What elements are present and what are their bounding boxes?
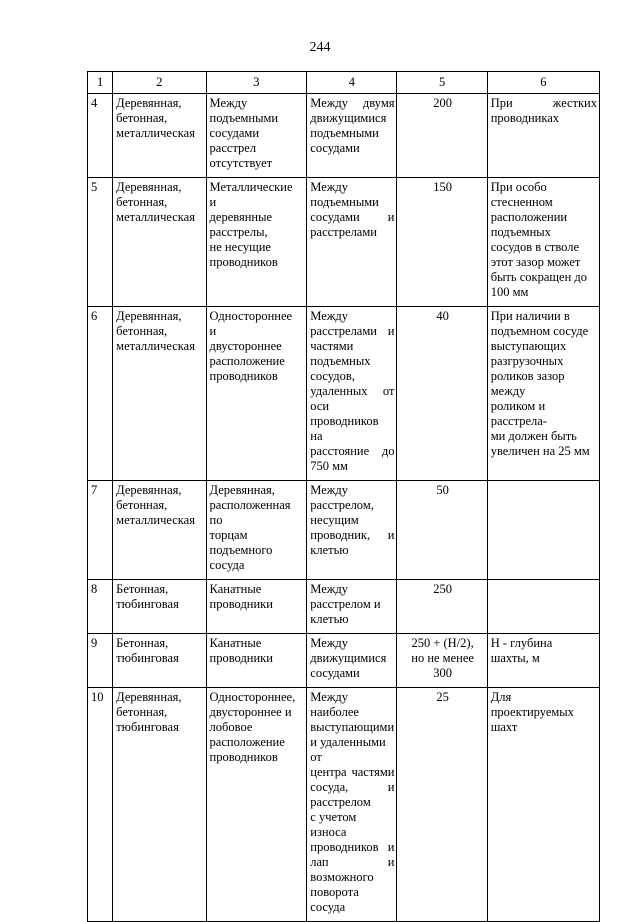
- cell-text-line: тюбинговая: [116, 651, 179, 665]
- cell-text-line: по: [209, 513, 223, 527]
- header-cell: 2: [113, 72, 206, 94]
- cell-text-line: роликов зазор: [490, 369, 565, 383]
- clearance-value-cell: [397, 307, 487, 481]
- clearance-value-cell: [397, 634, 487, 688]
- row-number-cell: 9: [88, 634, 113, 688]
- table-row: [88, 178, 600, 307]
- cell-text-line: расположение: [209, 354, 285, 368]
- cell-text-line: металлическая: [116, 210, 195, 224]
- cell-text-line: Между: [310, 309, 349, 323]
- cell-text-line: центра частями: [310, 765, 395, 779]
- shaft-lining-cell: [113, 307, 206, 481]
- cell-text-line: торцам: [209, 528, 248, 542]
- cell-text-line: Деревянная,: [116, 690, 182, 704]
- cell-text-line: возможного: [310, 870, 374, 884]
- guide-type-cell: [206, 634, 307, 688]
- cell-text-line: подъемного: [209, 543, 273, 557]
- header-cell: 6: [487, 72, 599, 94]
- cell-text-line: между: [490, 384, 526, 398]
- cell-text-line: на: [310, 429, 323, 443]
- cell-text-line: оси: [310, 399, 330, 413]
- cell-text-line: сосуда, и: [310, 780, 395, 794]
- cell-text-line: шахты, м: [490, 651, 540, 665]
- cell-text-line: При жестких: [490, 96, 597, 110]
- cell-text-line: Деревянная,: [116, 483, 182, 497]
- cell-text-line: расстояние до: [310, 444, 395, 458]
- clearance-value-cell: [397, 481, 487, 580]
- cell-text-line: расстрелом: [310, 795, 371, 809]
- cell-text-line: ми должен быть: [490, 429, 577, 443]
- cell-text-line: 200: [433, 96, 452, 110]
- cell-text-line: расположение: [209, 735, 285, 749]
- cell-text-line: сосудами и: [310, 210, 395, 224]
- row-number-cell: 7: [88, 481, 113, 580]
- shaft-lining-cell: [113, 178, 206, 307]
- cell-text-line: двустороннее: [209, 339, 282, 353]
- cell-text-line: Деревянная,: [116, 180, 182, 194]
- cell-text-line: проектируемых: [490, 705, 574, 719]
- clearance-value-cell: [397, 688, 487, 922]
- cell-text-line: расстрелом и: [310, 597, 381, 611]
- shaft-lining-cell: [113, 94, 206, 178]
- cell-text-line: Канатные: [209, 636, 262, 650]
- clearance-value-cell: [397, 580, 487, 634]
- row-number-cell: 6: [88, 307, 113, 481]
- cell-text-line: и: [209, 324, 217, 338]
- cell-text-line: Бетонная,: [116, 636, 169, 650]
- guide-type-cell: [206, 688, 307, 922]
- cell-text-line: расстрел: [209, 141, 257, 155]
- cell-text-line: Между: [209, 96, 248, 110]
- cell-text-line: движущимися: [310, 111, 387, 125]
- table-row: [88, 94, 600, 178]
- cell-text-line: При особо: [490, 180, 547, 194]
- guide-type-cell: [206, 94, 307, 178]
- cell-text-line: Деревянная,: [209, 483, 275, 497]
- guide-type-cell: [206, 481, 307, 580]
- cell-text-line: сосудов,: [310, 369, 355, 383]
- cell-text-line: расстрелами и: [310, 324, 395, 338]
- cell-text-line: 150: [433, 180, 452, 194]
- row-number-cell: 10: [88, 688, 113, 922]
- cell-text-line: увеличен на 25 мм: [490, 444, 590, 458]
- cell-text-line: Между: [310, 483, 349, 497]
- cell-text-line: проводников: [310, 414, 379, 428]
- cell-text-line: сосудов в стволе: [490, 240, 580, 254]
- cell-text-line: подъемными: [209, 111, 279, 125]
- cell-text-line: расположении: [490, 210, 568, 224]
- cell-text-line: подъемном сосуде: [490, 324, 589, 338]
- clearance-location-cell: [307, 634, 397, 688]
- table-row: [88, 580, 600, 634]
- cell-text-line: Одностороннее: [209, 309, 293, 323]
- cell-text-line: проводников: [209, 750, 278, 764]
- cell-text-line: проводниках: [490, 111, 560, 125]
- cell-text-line: выступающими: [310, 720, 395, 734]
- clearance-location-cell: [307, 580, 397, 634]
- cell-text-line: сосуда: [209, 558, 245, 572]
- cell-text-line: подъемными: [310, 195, 379, 209]
- row-number-cell: 4: [88, 94, 113, 178]
- clearance-location-cell: [307, 178, 397, 307]
- cell-text-line: Для: [490, 690, 512, 704]
- cell-text-line: шахт: [490, 720, 518, 734]
- table-row: [88, 481, 600, 580]
- table-row: [88, 307, 600, 481]
- cell-text-line: клетью: [310, 612, 349, 626]
- cell-text-line: подъемных: [490, 225, 551, 239]
- cell-text-line: стесненном: [490, 195, 553, 209]
- header-cell: 3: [206, 72, 307, 94]
- table-row: [88, 634, 600, 688]
- guide-type-cell: [206, 580, 307, 634]
- cell-text-line: При наличии в: [490, 309, 570, 323]
- cell-text-line: лап и: [310, 855, 395, 869]
- cell-text-line: Деревянная,: [116, 309, 182, 323]
- cell-text-line: этот зазор может: [490, 255, 581, 269]
- cell-text-line: расстрела-: [490, 414, 547, 428]
- cell-text-line: проводников и: [310, 840, 395, 854]
- cell-text-line: бетонная,: [116, 705, 168, 719]
- cell-text-line: металлическая: [116, 339, 195, 353]
- cell-text-line: Деревянная,: [116, 96, 182, 110]
- cell-text-line: подъемными: [310, 126, 379, 140]
- cell-text-line: но не менее: [411, 651, 474, 665]
- page-number: 244: [309, 40, 331, 55]
- clearance-location-cell: [307, 307, 397, 481]
- cell-text-line: удаленных от: [310, 384, 395, 398]
- cell-text-line: Между наиболее: [310, 690, 359, 719]
- cell-text-line: двустороннее и: [209, 705, 292, 719]
- note-cell: [487, 688, 599, 922]
- guide-type-cell: [206, 307, 307, 481]
- header-cell: 4: [307, 72, 397, 94]
- table-row: [88, 688, 600, 922]
- cell-text-line: бетонная,: [116, 195, 168, 209]
- cell-text-line: Бетонная,: [116, 582, 169, 596]
- cell-text-line: бетонная,: [116, 324, 168, 338]
- cell-text-line: поворота сосуда: [310, 885, 359, 914]
- cell-text-line: несущим: [310, 513, 359, 527]
- note-cell: [487, 481, 599, 580]
- guide-type-cell: [206, 178, 307, 307]
- cell-text-line: Металлические: [209, 180, 293, 194]
- cell-text-line: Между: [310, 180, 349, 194]
- row-number-cell: 5: [88, 178, 113, 307]
- shaft-lining-cell: [113, 580, 206, 634]
- note-cell: [487, 307, 599, 481]
- cell-text-line: и удаленными от: [310, 735, 386, 764]
- cell-text-line: Между: [310, 636, 349, 650]
- cell-text-line: Между: [310, 582, 349, 596]
- clearance-value-cell: [397, 178, 487, 307]
- cell-text-line: 100 мм: [490, 285, 529, 299]
- cell-text-line: и: [209, 195, 217, 209]
- cell-text-line: расстрелом,: [310, 498, 374, 512]
- cell-text-line: с учетом износа: [310, 810, 357, 839]
- shaft-lining-cell: [113, 634, 206, 688]
- cell-text-line: сосудами: [310, 666, 360, 680]
- cell-text-line: лобовое: [209, 720, 253, 734]
- cell-text-line: 40: [436, 309, 449, 323]
- cell-text-line: Между двумя: [310, 96, 395, 110]
- cell-text-line: проводников: [209, 255, 278, 269]
- cell-text-line: проводников: [209, 369, 278, 383]
- cell-text-line: Канатные: [209, 582, 262, 596]
- note-cell: [487, 178, 599, 307]
- clearance-location-cell: [307, 688, 397, 922]
- header-cell: 1: [88, 72, 113, 94]
- shaft-lining-cell: [113, 688, 206, 922]
- cell-text-line: проводник, и: [310, 528, 395, 542]
- header-cell: 5: [397, 72, 487, 94]
- cell-text-line: клетью: [310, 543, 349, 557]
- table-header-row: [88, 72, 600, 94]
- cell-text-line: 250: [433, 582, 452, 596]
- note-cell: [487, 94, 599, 178]
- cell-text-line: выступающих: [490, 339, 567, 353]
- cell-text-line: расположенная: [209, 498, 291, 512]
- clearance-location-cell: [307, 481, 397, 580]
- cell-text-line: бетонная,: [116, 111, 168, 125]
- cell-text-line: отсутствует: [209, 156, 273, 170]
- cell-text-line: быть сокращен до: [490, 270, 588, 284]
- row-number-cell: 8: [88, 580, 113, 634]
- shaft-lining-cell: [113, 481, 206, 580]
- cell-text-line: 300: [433, 666, 452, 680]
- note-cell: [487, 580, 599, 634]
- clearance-table: [87, 71, 600, 922]
- cell-text-line: расстрелами: [310, 225, 377, 239]
- cell-text-line: не несущие: [209, 240, 271, 254]
- cell-text-line: расстрелы,: [209, 225, 268, 239]
- cell-text-line: тюбинговая: [116, 597, 179, 611]
- clearance-value-cell: [397, 94, 487, 178]
- cell-text-line: 50: [436, 483, 449, 497]
- cell-text-line: разгрузочных: [490, 354, 564, 368]
- cell-text-line: сосудами: [209, 126, 260, 140]
- note-cell: [487, 634, 599, 688]
- cell-text-line: деревянные: [209, 210, 273, 224]
- cell-text-line: Одностороннее,: [209, 690, 296, 704]
- cell-text-line: Н - глубина: [490, 636, 553, 650]
- cell-text-line: бетонная,: [116, 498, 168, 512]
- cell-text-line: металлическая: [116, 126, 195, 140]
- clearance-location-cell: [307, 94, 397, 178]
- cell-text-line: 750 мм: [310, 459, 348, 473]
- cell-text-line: сосудами: [310, 141, 360, 155]
- cell-text-line: проводники: [209, 651, 273, 665]
- cell-text-line: 250 + (Н/2),: [411, 636, 474, 650]
- cell-text-line: роликом и: [490, 399, 546, 413]
- cell-text-line: проводники: [209, 597, 273, 611]
- cell-text-line: тюбинговая: [116, 720, 179, 734]
- cell-text-line: движущимися: [310, 651, 387, 665]
- cell-text-line: металлическая: [116, 513, 195, 527]
- cell-text-line: частями: [310, 339, 354, 353]
- cell-text-line: 25: [436, 690, 449, 704]
- cell-text-line: подъемных: [310, 354, 371, 368]
